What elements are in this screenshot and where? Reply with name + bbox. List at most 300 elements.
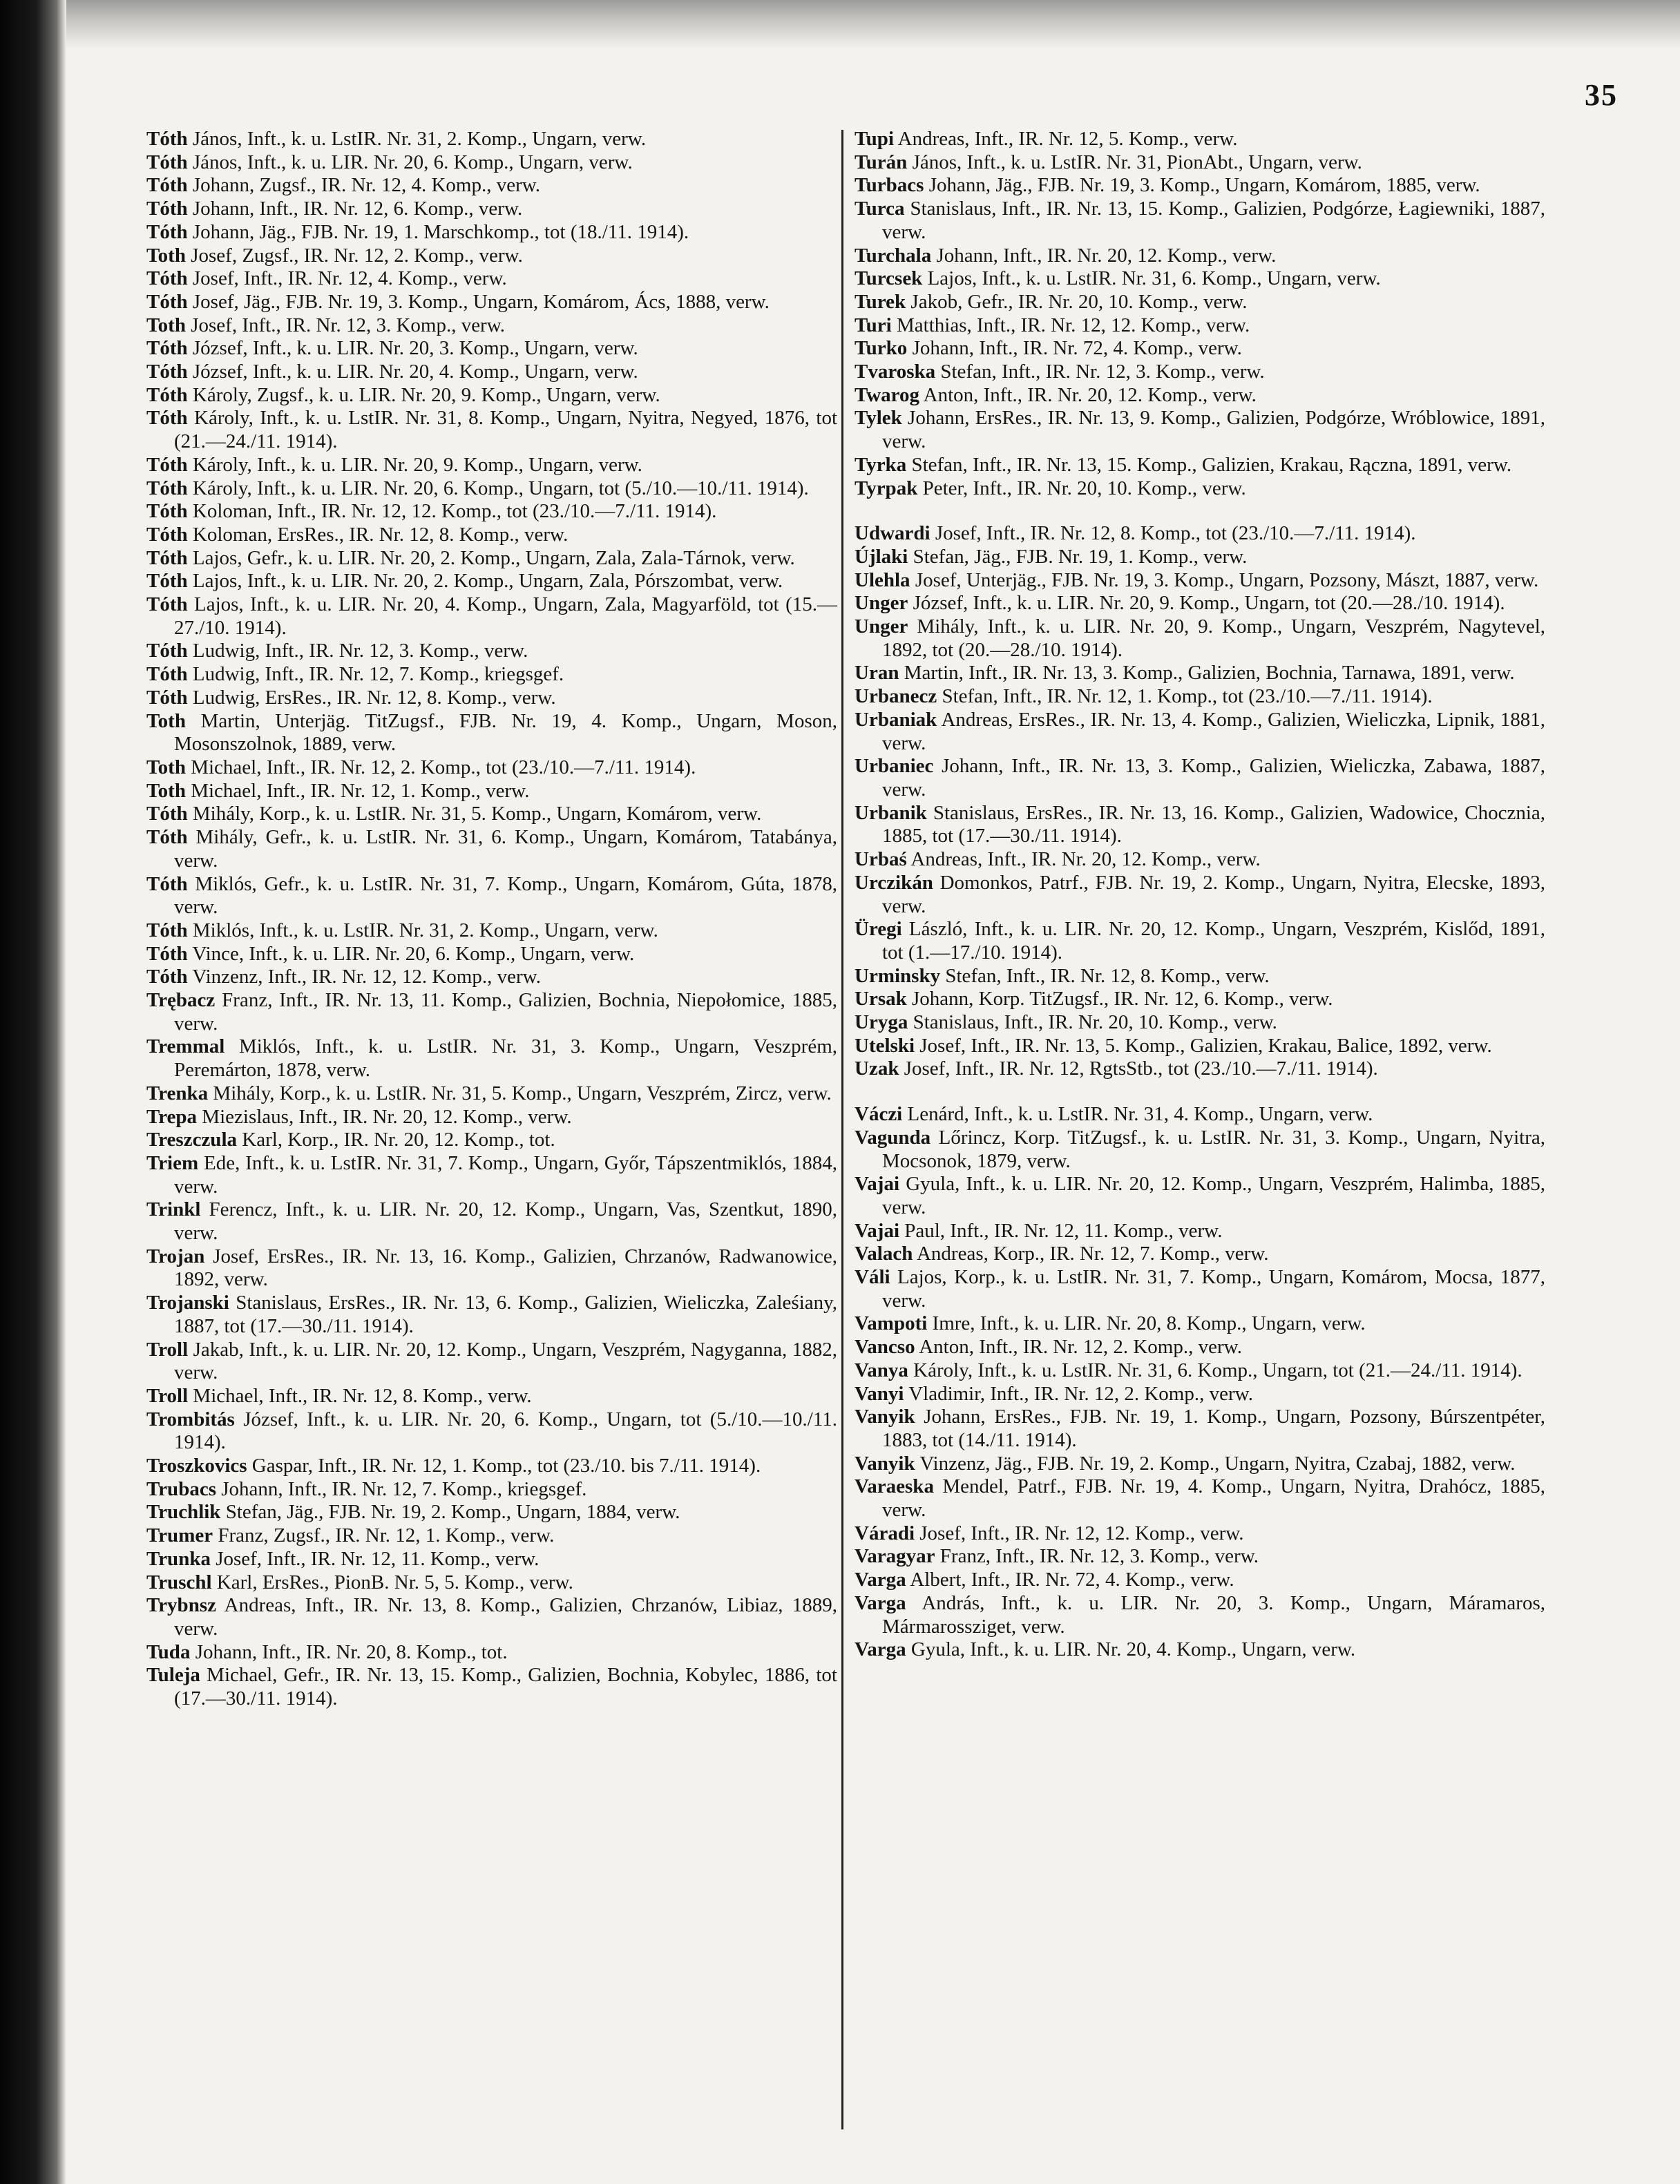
entry-details: Lajos, Inft., k. u. LIR. Nr. 20, 2. Komp., Ungarn, Zala, Pórszombat, verw.	[187, 570, 783, 593]
entry-surname: Varga	[855, 1569, 906, 1591]
entry-surname: Vanya	[855, 1359, 908, 1381]
entry-details: Andreas, Inft., IR. Nr. 12, 5. Komp., verw.	[894, 128, 1238, 150]
entry-surname: Varga	[855, 1591, 906, 1614]
list-entry	[855, 1545, 1545, 1569]
entry-surname: Troll	[146, 1384, 189, 1407]
list-entry	[855, 1592, 1545, 1638]
entry-surname: Unger	[855, 592, 908, 615]
entry-surname: Tóth	[146, 383, 188, 406]
entry-details: Karl, ErsRes., PionB. Nr. 5, 5. Komp., verw.	[211, 1571, 573, 1593]
entry-details: Mihály, Inft., k. u. LIR. Nr. 20, 9. Komp., Ungarn, Veszprém, Nagytevel, 1892, tot (20.—28./10. 1914).	[882, 615, 1545, 661]
entry-surname: Tóth	[146, 128, 188, 150]
entry-surname: Truchlik	[146, 1501, 221, 1524]
entry-details: Johann, Inft., IR. Nr. 12, 6. Komp., verw.	[187, 198, 523, 220]
entry-surname: Vanyi	[855, 1382, 904, 1405]
entry-details: Vinzenz, Inft., IR. Nr. 12, 12. Komp., verw.	[187, 966, 541, 988]
scan-left-edge	[0, 0, 66, 2184]
entry-surname: Urczikán	[855, 871, 933, 894]
entry-details: Mihály, Gefr., k. u. LstIR. Nr. 31, 6. Komp., Ungarn, Komárom, Tatabánya, verw.	[174, 826, 837, 872]
entry-surname: Troll	[146, 1338, 189, 1361]
list-entry	[146, 245, 837, 268]
entry-details: Anton, Inft., IR. Nr. 12, 2. Komp., verw.	[915, 1336, 1242, 1359]
entry-surname: Urbanik	[855, 801, 927, 824]
entry-details: Josef, Jäg., FJB. Nr. 19, 3. Komp., Ungarn, Komárom, Ács, 1888, verw.	[187, 290, 770, 313]
entry-surname: Ulehla	[855, 568, 910, 591]
list-entry	[855, 1569, 1545, 1592]
list-entry	[855, 685, 1545, 709]
entry-details: Gyula, Inft., k. u. LIR. Nr. 20, 4. Komp., Ungarn, verw.	[906, 1638, 1356, 1661]
entry-surname: Varga	[855, 1638, 906, 1661]
list-entry	[146, 943, 837, 966]
entry-surname: Turi	[855, 314, 892, 336]
entry-surname: Turchala	[855, 244, 932, 267]
list-entry	[855, 755, 1545, 801]
list-entry	[146, 803, 837, 826]
entry-details: József, Inft., k. u. LIR. Nr. 20, 3. Komp., Ungarn, verw.	[187, 337, 638, 360]
entry-details: Koloman, ErsRes., IR. Nr. 12, 8. Komp., verw.	[187, 523, 569, 546]
entry-surname: Uran	[855, 662, 899, 684]
list-entry	[855, 1035, 1545, 1058]
entry-details: Stanislaus, Inft., IR. Nr. 13, 15. Komp., Galizien, Podgórze, Łagiewniki, 1887, verw.	[882, 198, 1545, 243]
entry-details: Ferencz, Inft., k. u. LIR. Nr. 20, 12. Komp., Ungarn, Vas, Szentkut, 1890, verw.	[174, 1198, 837, 1245]
entry-details: Johann, Korp. TitZugsf., IR. Nr. 12, 6. Komp., verw.	[906, 988, 1333, 1010]
list-entry	[146, 407, 837, 453]
list-entry	[855, 1312, 1545, 1336]
entry-surname: Váradi	[855, 1522, 915, 1544]
list-entry	[146, 384, 837, 408]
entry-details: Josef, Inft., IR. Nr. 13, 5. Komp., Galizien, Krakau, Balice, 1892, verw.	[915, 1034, 1492, 1057]
entry-details: Franz, Inft., IR. Nr. 12, 3. Komp., verw.	[935, 1545, 1259, 1568]
entry-surname: Tóth	[146, 500, 188, 523]
entry-details: Johann, Jäg., FJB. Nr. 19, 3. Komp., Ungarn, Komárom, 1885, verw.	[924, 174, 1480, 197]
page-number: 35	[1585, 78, 1618, 112]
entry-details: Andreas, Korp., IR. Nr. 12, 7. Komp., verw.	[913, 1243, 1269, 1265]
list-entry	[146, 151, 837, 175]
list-entry	[146, 500, 837, 524]
list-entry	[146, 174, 837, 198]
list-entry	[855, 1220, 1545, 1243]
entry-surname: Tóth	[146, 546, 188, 569]
list-entry	[146, 1292, 837, 1338]
list-entry	[855, 314, 1545, 338]
entry-surname: Tóth	[146, 803, 188, 825]
list-entry	[855, 1011, 1545, 1035]
entry-details: János, Inft., k. u. LstIR. Nr. 31, 2. Komp., Ungarn, verw.	[187, 128, 647, 150]
entry-details: Ede, Inft., k. u. LstIR. Nr. 31, 7. Komp., Ungarn, Győr, Tápszentmiklós, 1884, verw.	[174, 1151, 837, 1198]
entry-details: Miezislaus, Inft., IR. Nr. 20, 12. Komp., verw.	[197, 1105, 572, 1128]
list-entry	[146, 1385, 837, 1408]
entry-section	[146, 128, 837, 1711]
entry-details: Michael, Inft., IR. Nr. 12, 2. Komp., tot (23./10.—7./11. 1914).	[185, 756, 696, 778]
entry-details: József, Inft., k. u. LIR. Nr. 20, 9. Komp., Ungarn, tot (20.—28./10. 1914).	[908, 592, 1505, 615]
entry-details: László, Inft., k. u. LIR. Nr. 20, 12. Komp., Ungarn, Veszprém, Kislőd, 1891, tot (1.—17./10. 1914).	[882, 918, 1545, 964]
entry-details: Stefan, Jäg., FJB. Nr. 19, 1. Komp., verw.	[908, 545, 1248, 568]
entry-surname: Trybnsz	[146, 1594, 216, 1617]
entry-details: Andreas, Inft., IR. Nr. 20, 12. Komp., verw.	[906, 848, 1261, 871]
list-entry	[146, 640, 837, 663]
list-entry	[146, 1339, 837, 1385]
entry-surname: Troszkovics	[146, 1455, 247, 1477]
entry-surname: Tupi	[855, 128, 894, 150]
entry-details: Johann, Inft., IR. Nr. 20, 8. Komp., tot.	[190, 1640, 508, 1663]
list-entry	[855, 1453, 1545, 1476]
list-entry	[855, 267, 1545, 291]
entry-details: Lajos, Korp., k. u. LstIR. Nr. 31, 7. Komp., Ungarn, Komárom, Mocsa, 1877, verw.	[882, 1266, 1545, 1312]
list-entry	[146, 1152, 837, 1198]
entry-surname: Üregi	[855, 918, 902, 941]
entry-surname: Váczi	[855, 1103, 903, 1126]
list-entry	[146, 1641, 837, 1665]
list-entry	[855, 128, 1545, 151]
entry-details: Károly, Inft., k. u. LIR. Nr. 20, 9. Komp., Ungarn, verw.	[187, 453, 642, 476]
entry-section	[855, 128, 1545, 500]
entry-surname: Urbaś	[855, 848, 907, 871]
entry-details: Michael, Gefr., IR. Nr. 13, 15. Komp., Galizien, Bochnia, Kobylec, 1886, tot (17.—30./11. 1914).	[174, 1664, 837, 1710]
entry-surname: Tremmal	[146, 1035, 225, 1058]
list-entry	[146, 1082, 837, 1106]
list-entry	[146, 593, 837, 640]
list-entry	[855, 1522, 1545, 1546]
entry-details: Stefan, Inft., IR. Nr. 12, 8. Komp., verw.	[940, 964, 1270, 987]
entry-surname: Tuleja	[146, 1664, 200, 1687]
entry-details: Andreas, Inft., IR. Nr. 13, 8. Komp., Galizien, Chrzanów, Libiaz, 1889, verw.	[174, 1594, 837, 1640]
entry-surname: Turcsek	[855, 267, 923, 290]
entry-details: Domonkos, Patrf., FJB. Nr. 19, 2. Komp., Ungarn, Nyitra, Elecske, 1893, verw.	[882, 871, 1545, 917]
list-entry	[146, 524, 837, 547]
entry-surname: Toth	[146, 709, 186, 732]
entry-details: Stefan, Jäg., FJB. Nr. 19, 2. Komp., Ungarn, 1884, verw.	[220, 1501, 680, 1524]
entry-details: Károly, Inft., k. u. LstIR. Nr. 31, 6. Komp., Ungarn, tot (21.—24./11. 1914).	[908, 1359, 1522, 1381]
list-entry	[146, 780, 837, 803]
entry-surname: Tóth	[146, 826, 188, 849]
list-entry	[146, 710, 837, 756]
list-entry	[855, 1057, 1545, 1081]
entry-details: Miklós, Gefr., k. u. LstIR. Nr. 31, 7. Komp., Ungarn, Komárom, Gúta, 1878, verw.	[174, 872, 837, 919]
list-entry	[146, 989, 837, 1035]
list-entry	[146, 966, 837, 989]
list-entry	[855, 454, 1545, 477]
entry-details: Ludwig, Inft., IR. Nr. 12, 7. Komp., kriegsgef.	[187, 663, 564, 686]
list-entry	[855, 1359, 1545, 1383]
list-entry	[146, 454, 837, 477]
list-entry	[146, 570, 837, 593]
entry-surname: Tóth	[146, 477, 188, 499]
entry-surname: Trubacs	[146, 1477, 216, 1500]
entry-details: Károly, Zugsf., k. u. LIR. Nr. 20, 9. Komp., Ungarn, verw.	[187, 383, 660, 406]
entry-details: Miklós, Inft., k. u. LstIR. Nr. 31, 2. Komp., Ungarn, verw.	[187, 919, 658, 941]
list-entry	[146, 1245, 837, 1292]
list-entry	[855, 569, 1545, 593]
entry-details: Stefan, Inft., IR. Nr. 12, 1. Komp., tot (23./10.—7./11. 1914).	[937, 685, 1433, 708]
entry-surname: Vajai	[855, 1173, 899, 1196]
entry-surname: Tóth	[146, 872, 188, 895]
entry-surname: Trepa	[146, 1105, 198, 1128]
list-entry	[146, 687, 837, 710]
entry-details: Vince, Inft., k. u. LIR. Nr. 20, 6. Komp., Ungarn, verw.	[187, 942, 635, 965]
list-entry	[146, 1594, 837, 1640]
list-entry	[855, 477, 1545, 501]
entry-details: Josef, Inft., IR. Nr. 12, 3. Komp., verw.	[185, 314, 506, 336]
list-entry	[146, 1106, 837, 1129]
list-entry	[855, 407, 1545, 453]
entry-details: Károly, Inft., k. u. LIR. Nr. 20, 6. Komp., Ungarn, tot (5./10.—10./11. 1914).	[187, 477, 809, 499]
entry-details: Josef, Inft., IR. Nr. 12, 8. Komp., tot (23./10.—7./11. 1914).	[930, 522, 1416, 545]
entry-surname: Tóth	[146, 290, 188, 313]
entry-details: Peter, Inft., IR. Nr. 20, 10. Komp., verw.	[917, 477, 1246, 499]
entry-surname: Urbaniec	[855, 755, 934, 778]
entry-surname: Urminsky	[855, 964, 941, 987]
list-entry	[146, 291, 837, 314]
entry-surname: Tóth	[146, 220, 188, 243]
entry-surname: Tóth	[146, 686, 188, 709]
entry-surname: Tóth	[146, 453, 188, 476]
entry-surname: Turca	[855, 198, 905, 220]
entry-surname: Vagunda	[855, 1126, 931, 1149]
list-entry	[855, 872, 1545, 918]
list-entry	[146, 1501, 837, 1524]
list-entry	[855, 1127, 1545, 1173]
entry-details: Johann, Inft., IR. Nr. 72, 4. Komp., verw.	[907, 337, 1242, 360]
list-entry	[855, 291, 1545, 314]
entry-details: Johann, ErsRes., IR. Nr. 13, 9. Komp., Galizien, Podgórze, Wróblowice, 1891, verw.	[882, 407, 1545, 453]
list-entry	[146, 477, 837, 501]
entry-details: Anton, Inft., IR. Nr. 20, 12. Komp., verw.	[919, 383, 1257, 406]
entry-surname: Trojan	[146, 1245, 205, 1267]
entry-surname: Tóth	[146, 407, 188, 430]
entry-surname: Utelski	[855, 1034, 915, 1057]
entry-details: Jakab, Inft., k. u. LIR. Nr. 20, 12. Komp., Ungarn, Veszprém, Nagyganna, 1882, verw.	[174, 1338, 837, 1384]
entry-details: Johann, Inft., IR. Nr. 20, 12. Komp., verw.	[931, 244, 1277, 267]
list-entry	[855, 546, 1545, 569]
entry-surname: Turek	[855, 290, 906, 313]
entry-surname: Treszczula	[146, 1129, 237, 1151]
entry-surname: Vampoti	[855, 1312, 928, 1335]
entry-details: Gyula, Inft., k. u. LIR. Nr. 20, 12. Komp., Ungarn, Veszprém, Halimba, 1885, verw.	[882, 1173, 1545, 1218]
list-entry	[855, 1243, 1545, 1266]
entry-surname: Tyrka	[855, 453, 907, 476]
entry-details: József, Inft., k. u. LIR. Nr. 20, 6. Komp., Ungarn, tot (5./10.—10./11. 1914).	[174, 1408, 837, 1454]
list-entry	[146, 1198, 837, 1245]
list-entry	[146, 198, 837, 221]
list-entry	[146, 1664, 837, 1710]
entry-section	[855, 522, 1545, 1081]
entry-details: Matthias, Inft., IR. Nr. 12, 12. Komp., verw.	[891, 314, 1250, 336]
scan-top-shadow	[0, 0, 1680, 48]
entry-details: József, Inft., k. u. LIR. Nr. 20, 4. Komp., Ungarn, verw.	[187, 361, 638, 383]
entry-surname: Tóth	[146, 593, 188, 616]
list-entry	[146, 337, 837, 361]
entry-details: Josef, Unterjäg., FJB. Nr. 19, 3. Komp., Ungarn, Pozsony, Mászt, 1887, verw.	[910, 568, 1539, 591]
list-entry	[146, 1524, 837, 1548]
list-entry	[146, 826, 837, 872]
list-entry	[146, 663, 837, 687]
entry-surname: Turán	[855, 151, 908, 173]
entry-section	[855, 1103, 1545, 1662]
entry-surname: Tóth	[146, 267, 188, 290]
entry-details: Franz, Zugsf., IR. Nr. 12, 1. Komp., verw.	[213, 1524, 555, 1547]
list-entry	[855, 1638, 1545, 1662]
list-entry	[146, 267, 837, 291]
entry-surname: Toth	[146, 779, 186, 802]
entry-details: Johann, ErsRes., FJB. Nr. 19, 1. Komp., Ungarn, Pozsony, Búrszentpéter, 1883, tot (14./11. 1914).	[882, 1406, 1545, 1451]
entry-surname: Tóth	[146, 198, 188, 220]
list-entry	[146, 1455, 837, 1478]
list-entry	[855, 802, 1545, 848]
entry-details: Stanislaus, ErsRes., IR. Nr. 13, 16. Komp., Galizien, Wadowice, Chocznia, 1885, tot (17.—30./11. 1914).	[882, 801, 1545, 847]
entry-details: János, Inft., k. u. LIR. Nr. 20, 6. Komp., Ungarn, verw.	[187, 151, 633, 173]
entry-surname: Trombitás	[146, 1408, 235, 1430]
list-entry	[146, 1129, 837, 1152]
entry-details: Stefan, Inft., IR. Nr. 13, 15. Komp., Galizien, Krakau, Rączna, 1891, verw.	[906, 453, 1512, 476]
entry-surname: Twarog	[855, 383, 919, 406]
list-entry	[146, 1478, 837, 1502]
list-entry	[855, 1336, 1545, 1359]
entry-details: Miklós, Inft., k. u. LstIR. Nr. 31, 3. Komp., Ungarn, Veszprém, Peremárton, 1878, verw.	[174, 1035, 837, 1082]
entry-details: Johann, Inft., IR. Nr. 13, 3. Komp., Galizien, Wieliczka, Zabawa, 1887, verw.	[882, 755, 1545, 801]
list-entry	[855, 1475, 1545, 1522]
entry-surname: Triem	[146, 1151, 199, 1174]
entry-details: Imre, Inft., k. u. LIR. Nr. 20, 8. Komp., Ungarn, verw.	[927, 1312, 1366, 1335]
entry-details: Lajos, Inft., k. u. LstIR. Nr. 31, 6. Komp., Ungarn, verw.	[922, 267, 1381, 290]
entry-surname: Tyrpak	[855, 477, 918, 499]
entry-surname: Valach	[855, 1243, 913, 1265]
list-entry	[855, 174, 1545, 198]
entry-surname: Tvaroska	[855, 361, 936, 383]
entry-surname: Vanyik	[855, 1406, 915, 1428]
entry-surname: Truschl	[146, 1571, 212, 1593]
entry-details: Johann, Zugsf., IR. Nr. 12, 4. Komp., verw.	[187, 174, 541, 197]
entry-details: Stanislaus, Inft., IR. Nr. 20, 10. Komp., verw.	[908, 1011, 1277, 1034]
list-entry	[855, 1383, 1545, 1406]
list-entry	[855, 965, 1545, 988]
entry-details: Mendel, Patrf., FJB. Nr. 19, 4. Komp., Ungarn, Nyitra, Drahócz, 1885, verw.	[882, 1475, 1545, 1522]
entry-details: Josef, Zugsf., IR. Nr. 12, 2. Komp., verw.	[185, 244, 523, 267]
column-divider	[841, 130, 843, 2129]
entry-surname: Tóth	[146, 663, 188, 686]
list-entry	[146, 547, 837, 571]
entry-surname: Tóth	[146, 919, 188, 941]
entry-surname: Tóth	[146, 151, 188, 173]
list-entry	[855, 1173, 1545, 1219]
entry-surname: Trębacz	[146, 989, 216, 1012]
entry-surname: Trunka	[146, 1547, 211, 1570]
entry-details: Johann, Inft., IR. Nr. 12, 7. Komp., kriegsgef.	[216, 1477, 587, 1500]
entry-surname: Tóth	[146, 361, 188, 383]
entry-surname: Tóth	[146, 174, 188, 197]
entry-surname: Tóth	[146, 523, 188, 546]
entry-surname: Urbaniak	[855, 708, 937, 731]
list-entry	[855, 918, 1545, 964]
list-entry	[855, 709, 1545, 755]
list-entry	[146, 919, 837, 943]
list-entry	[855, 361, 1545, 384]
entry-details: János, Inft., k. u. LstIR. Nr. 31, PionAbt., Ungarn, verw.	[907, 151, 1362, 173]
entry-surname: Tóth	[146, 966, 188, 988]
entry-surname: Trinkl	[146, 1198, 201, 1221]
entry-surname: Vajai	[855, 1219, 899, 1242]
entry-details: Andreas, ErsRes., IR. Nr. 13, 4. Komp., Galizien, Wieliczka, Lipnik, 1881, verw.	[882, 708, 1545, 754]
entry-surname: Toth	[146, 244, 186, 267]
list-entry	[855, 384, 1545, 408]
entry-details: Josef, Inft., IR. Nr. 12, 12. Komp., verw.	[915, 1522, 1244, 1544]
entry-details: Károly, Inft., k. u. LstIR. Nr. 31, 8. Komp., Ungarn, Nyitra, Negyed, 1876, tot (21.—24./11. 1914).	[174, 407, 837, 453]
entry-details: Gaspar, Inft., IR. Nr. 12, 1. Komp., tot (23./10. bis 7./11. 1914).	[247, 1455, 761, 1477]
entry-surname: Turko	[855, 337, 908, 360]
entry-surname: Unger	[855, 615, 908, 638]
entry-details: András, Inft., k. u. LIR. Nr. 20, 3. Komp., Ungarn, Máramaros, Mármarossziget, verw.	[882, 1591, 1545, 1638]
list-entry	[855, 662, 1545, 685]
entry-surname: Urbanecz	[855, 685, 937, 708]
entry-details: Lajos, Inft., k. u. LIR. Nr. 20, 4. Komp., Ungarn, Zala, Magyarföld, tot (15.—27./10. 1914).	[174, 593, 837, 639]
entry-surname: Varagyar	[855, 1545, 935, 1568]
entry-details: Koloman, Inft., IR. Nr. 12, 12. Komp., tot (23./10.—7./11. 1914).	[187, 500, 717, 523]
list-entry	[855, 198, 1545, 244]
entry-surname: Tóth	[146, 640, 188, 662]
list-entry	[855, 592, 1545, 615]
entry-surname: Trojanski	[146, 1292, 229, 1314]
list-entry	[146, 1571, 837, 1595]
list-entry	[146, 756, 837, 780]
entry-details: Lőrincz, Korp. TitZugsf., k. u. LstIR. Nr. 31, 3. Komp., Ungarn, Nyitra, Mocsonok, 1879, verw.	[882, 1126, 1545, 1172]
list-entry	[146, 873, 837, 919]
entry-details: Ludwig, Inft., IR. Nr. 12, 3. Komp., verw.	[187, 640, 528, 662]
list-entry	[855, 1266, 1545, 1312]
entry-details: Michael, Inft., IR. Nr. 12, 8. Komp., verw.	[188, 1384, 532, 1407]
list-entry	[855, 151, 1545, 175]
entry-details: Mihály, Korp., k. u. LstIR. Nr. 31, 5. Komp., Ungarn, Veszprém, Zircz, verw.	[208, 1082, 832, 1104]
entry-details: Stefan, Inft., IR. Nr. 12, 3. Komp., verw.	[935, 361, 1265, 383]
entry-surname: Toth	[146, 314, 186, 336]
right-column	[855, 128, 1545, 1662]
entry-details: Vinzenz, Jäg., FJB. Nr. 19, 2. Komp., Ungarn, Nyitra, Czabaj, 1882, verw.	[915, 1452, 1516, 1475]
entry-details: Paul, Inft., IR. Nr. 12, 11. Komp., verw.	[899, 1219, 1223, 1242]
entry-details: Josef, ErsRes., IR. Nr. 13, 16. Komp., Galizien, Chrzanów, Radwanowice, 1892, verw.	[174, 1245, 837, 1291]
list-entry	[146, 314, 837, 338]
list-entry	[855, 615, 1545, 662]
entry-details: Lenárd, Inft., k. u. LstIR. Nr. 31, 4. Komp., Ungarn, verw.	[902, 1103, 1373, 1126]
entry-details: Lajos, Gefr., k. u. LIR. Nr. 20, 2. Komp., Ungarn, Zala, Zala-Tárnok, verw.	[187, 546, 795, 569]
list-entry	[855, 1406, 1545, 1452]
list-entry	[146, 1035, 837, 1082]
entry-surname: Vancso	[855, 1336, 915, 1359]
entry-details: Josef, Inft., IR. Nr. 12, 11. Komp., verw.	[210, 1547, 540, 1570]
list-entry	[146, 128, 837, 151]
entry-details: Johann, Jäg., FJB. Nr. 19, 1. Marschkomp., tot (18./11. 1914).	[187, 220, 689, 243]
entry-details: Mihály, Korp., k. u. LstIR. Nr. 31, 5. Komp., Ungarn, Komárom, verw.	[187, 803, 762, 825]
list-entry	[146, 361, 837, 384]
entry-surname: Vanyik	[855, 1452, 915, 1475]
entry-details: Martin, Unterjäg. TitZugsf., FJB. Nr. 19, 4. Komp., Ungarn, Moson, Mosonszolnok, 1889, verw.	[174, 709, 837, 756]
list-entry	[855, 245, 1545, 268]
entry-details: Ludwig, ErsRes., IR. Nr. 12, 8. Komp., verw.	[187, 686, 556, 709]
list-entry	[855, 522, 1545, 546]
entry-details: Stanislaus, ErsRes., IR. Nr. 13, 6. Komp., Galizien, Wieliczka, Zaleśiany, 1887, tot (17.—30./11. 1914).	[174, 1292, 837, 1337]
entry-surname: Trenka	[146, 1082, 209, 1104]
entry-surname: Uzak	[855, 1057, 899, 1080]
list-entry	[146, 1408, 837, 1455]
entry-details: Martin, Inft., IR. Nr. 13, 3. Komp., Galizien, Bochnia, Tarnawa, 1891, verw.	[899, 662, 1515, 684]
list-entry	[855, 988, 1545, 1011]
list-entry	[855, 848, 1545, 872]
entry-details: Franz, Inft., IR. Nr. 13, 11. Komp., Galizien, Bochnia, Niepołomice, 1885, verw.	[174, 989, 837, 1035]
entry-surname: Tylek	[855, 407, 902, 430]
list-entry	[855, 337, 1545, 361]
entry-surname: Váli	[855, 1266, 890, 1289]
entry-details: Jakob, Gefr., IR. Nr. 20, 10. Komp., verw.	[906, 290, 1248, 313]
entry-surname: Varaeska	[855, 1475, 934, 1498]
left-column	[146, 128, 837, 1711]
entry-surname: Turbacs	[855, 174, 924, 197]
